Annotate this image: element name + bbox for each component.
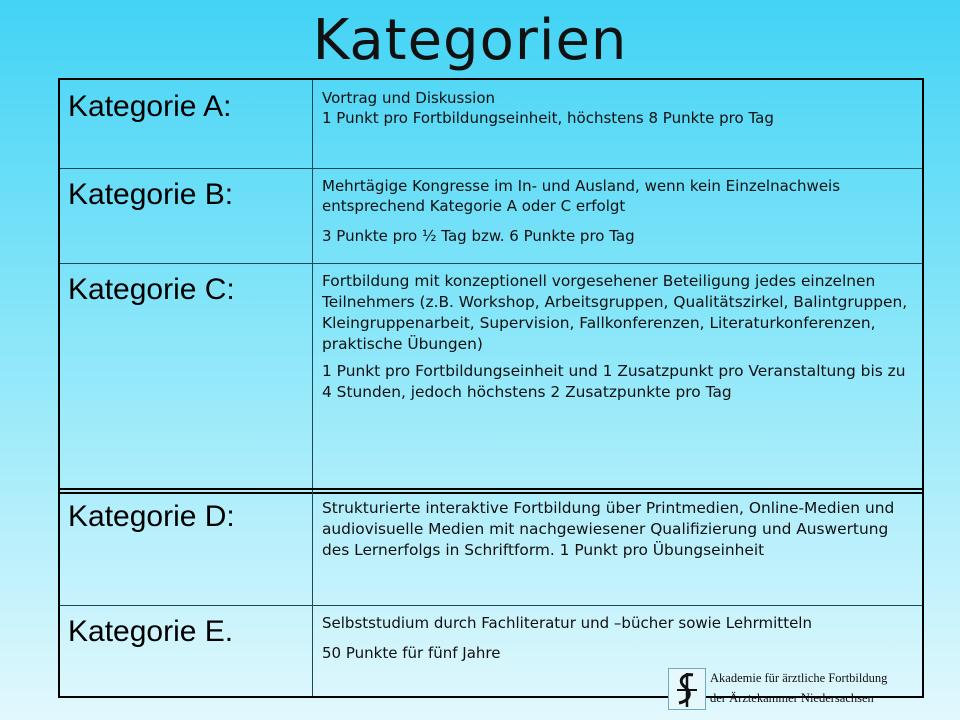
category-e-text-2: 50 Punkte für fünf Jahre [322,644,501,662]
category-row-b [60,168,922,264]
category-label-d: Kategorie D: [68,500,235,533]
category-desc-e [322,613,916,669]
category-desc-c [322,271,916,409]
category-label-e: Kategorie E. [68,615,234,648]
category-a-text-2: 1 Punkt pro Fortbildungseinheit, höchstens 8 Punkte pro Tag [322,109,774,127]
category-desc-a [322,88,916,134]
category-table-upper [58,78,924,494]
footer-line-1: Akademie für ärztliche Fortbildung [710,671,888,685]
academy-logo-icon [668,668,706,710]
footer-line-2: der Ärztekammer Niedersachsen [710,691,874,705]
category-row-a [60,80,922,169]
footer [668,664,960,720]
category-e-text-1: Selbststudium durch Fachliteratur und –bücher sowie Lehrmitteln [322,614,812,632]
category-row-d [60,490,922,606]
category-label-c: Kategorie C: [68,273,235,306]
category-b-text-1: Mehrtägige Kongresse im In- und Ausland, wenn kein Einzelnachweis entsprechend Kategorie A oder C erfolgt [322,177,841,215]
category-c-text-2: 1 Punkt pro Fortbildungseinheit und 1 Zusatzpunkt pro Veranstaltung bis zu 4 Stunden, jedoch höchstens 2 Zusatzpunkte pro Tag [322,362,906,401]
category-desc-d [322,498,916,567]
category-desc-b [322,176,916,252]
category-row-c [60,263,922,492]
category-c-text-1: Fortbildung mit konzeptionell vorgesehener Beteiligung jedes einzelnen Teilnehmers (z.B. Workshop, Arbeitsgruppen, Qualitätszirkel, Balintgruppen, Kleingruppenarbeit, Supervision, Fallkonferenzen, Literaturkonferenzen, praktische Übungen) [322,272,908,353]
category-label-a: Kategorie A: [68,90,232,123]
footer-text [710,668,960,708]
category-d-text-1: Strukturierte interaktive Fortbildung über Printmedien, Online-Medien und audiovisuelle Medien mit nachgewiesener Qualifizierung und Auswertung des Lernerfolgs in Schriftform. 1 Punkt pro Übungseinheit [322,499,895,559]
category-a-text-1: Vortrag und Diskussion [322,89,496,107]
category-b-text-2: 3 Punkte pro ½ Tag bzw. 6 Punkte pro Tag [322,227,635,245]
category-label-b: Kategorie B: [68,178,234,211]
page-title: Kategorien [312,8,628,73]
